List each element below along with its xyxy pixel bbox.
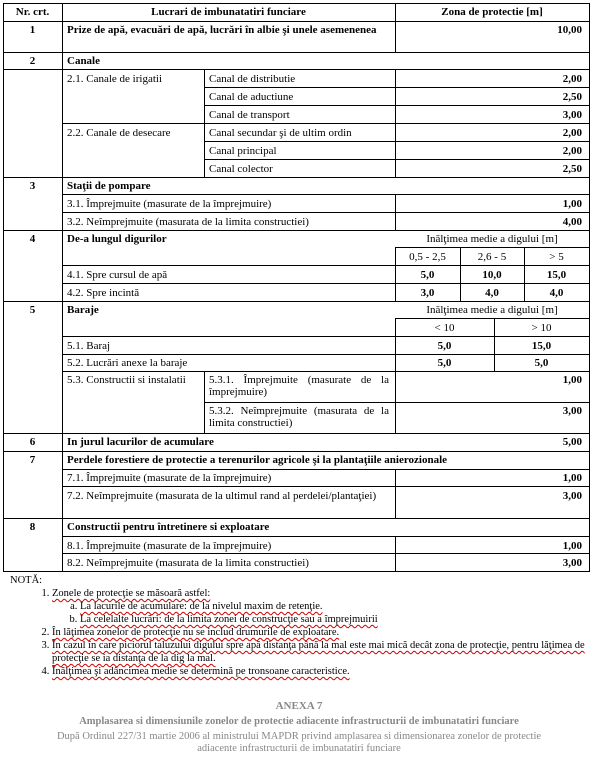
note-4 xyxy=(52,665,590,678)
row-5-title: Baraje xyxy=(67,304,99,316)
note-4-text: Înălţimea şi adâncimea medie se determină pe tronsoane caracteristice. xyxy=(52,666,350,677)
row-8-nr: 8 xyxy=(29,521,36,533)
row-4-1-value-1: 5,0 xyxy=(420,269,435,281)
row-2-1-b-value: 2,50 xyxy=(562,91,582,103)
row-3-2-value: 4,00 xyxy=(562,216,582,228)
note-3-text: În cazul în care piciorul taluzului digului spre apă distanţa până la mal este mai mică decât zona de protecţie, pentru lăţimea de protecţie se ia distanţa de la dig la mal. xyxy=(52,640,585,664)
row-4-2-value-2: 4,0 xyxy=(485,287,499,299)
note-3 xyxy=(52,639,590,665)
row-3-1-value: 1,00 xyxy=(562,198,582,210)
row-4-2-label: 4.2. Spre incintă xyxy=(67,287,140,299)
row-5-3-2-value: 3,00 xyxy=(562,405,582,417)
row-2-1-c-value: 3,00 xyxy=(562,109,582,121)
row-5-height-header: Inălţimea medie a digului [m] xyxy=(426,304,558,316)
row-5-1-value-1: 5,0 xyxy=(437,340,452,352)
row-2-1-a-value: 2,00 xyxy=(562,73,582,85)
row-8-2-value: 3,00 xyxy=(562,557,582,569)
row-2-2-label: 2.2. Canale de desecare xyxy=(67,127,171,139)
row-4-range-1: 0,5 - 2,5 xyxy=(409,251,446,263)
row-5-2-value-2: 5,0 xyxy=(534,357,549,369)
row-3-2-label: 3.2. Neîmprejmuite (masurata de la limita constructiei) xyxy=(67,216,309,228)
row-2-2-b-value: 2,00 xyxy=(562,145,582,157)
row-6-nr: 6 xyxy=(29,436,36,448)
row-2-2-b-label: Canal principal xyxy=(209,145,277,157)
row-2-1-a-label: Canal de distributie xyxy=(209,73,296,85)
note-1b-text: La celelalte lucrări: de la limita zonei de construcţie sau a împrejmuirii xyxy=(80,614,378,625)
row-1-title: Prize de apă, evacuări de apă, lucrări în albie şi unele asemenenea xyxy=(67,24,377,36)
row-5-1-label: 5.1. Baraj xyxy=(67,340,111,352)
row-5-3-1-value: 1,00 xyxy=(562,374,582,386)
row-7-2-value: 3,00 xyxy=(562,490,582,502)
row-5-3-1-label: 5.3.1. Împrejmuite (masurate de la împrejmuire) xyxy=(209,374,389,398)
header-nr: Nr. crt. xyxy=(15,6,50,18)
row-2-2-c-value: 2,50 xyxy=(562,163,582,175)
row-7-2-label: 7.2. Neîmprejmuite (masurata de la ultimul rand al perdelei/plantaţiei) xyxy=(67,490,377,502)
row-4-height-header: Inălţimea medie a digului [m] xyxy=(426,233,558,245)
row-4-2-value-3: 4,0 xyxy=(549,287,564,299)
row-5-1-value-2: 15,0 xyxy=(531,340,552,352)
row-5-range-1: < 10 xyxy=(434,322,455,334)
annex-label: ANEXA 7 xyxy=(275,700,323,712)
notes-section xyxy=(10,574,590,678)
row-7-title: Perdele forestiere de protectie a terenurilor agricole şi la plantaţiile anierozionale xyxy=(67,454,448,466)
note-1-text: Zonele de protecţie se măsoară astfel: xyxy=(52,588,211,599)
row-4-1-value-2: 10,0 xyxy=(482,269,502,281)
row-2-2-a-label: Canal secundar şi de ultim ordin xyxy=(209,127,352,139)
header-lucrari: Lucrari de imbunatatiri funciare xyxy=(151,6,306,18)
row-7-1-value: 1,00 xyxy=(562,472,582,484)
row-3-1-label: 3.1. Împrejmuite (masurate de la împrejmuire) xyxy=(67,198,272,210)
row-2-title: Canale xyxy=(67,55,100,67)
row-5-nr: 5 xyxy=(29,304,36,316)
row-4-range-3: > 5 xyxy=(549,251,564,263)
row-5-3-label: 5.3. Constructii si instalatii xyxy=(67,374,186,386)
row-4-1-label: 4.1. Spre cursul de apă xyxy=(67,269,168,281)
annex-subtitle: După Ordinul 227/31 martie 2006 al ministrului MAPDR privind amplasarea si dimensionarea zonelor de protectie adiacente infrastructurii de imbunatatiri funciare xyxy=(56,731,542,754)
row-3-title: Staţii de pompare xyxy=(67,180,151,192)
notes-title: NOTĂ: xyxy=(10,575,43,586)
row-5-2-value-1: 5,0 xyxy=(437,357,452,369)
row-4-nr: 4 xyxy=(29,233,36,245)
row-5-2-label: 5.2. Lucrări anexe la baraje xyxy=(67,357,188,369)
note-2-text: În lăţimea zonelor de protecţie nu se includ drumurile de exploatare. xyxy=(52,627,340,638)
row-1-nr: 1 xyxy=(29,24,36,36)
row-1-value: 10,00 xyxy=(557,24,582,36)
row-4-range-2: 2,6 - 5 xyxy=(477,251,507,263)
note-1 xyxy=(52,587,590,626)
row-6-title: In jurul lacurilor de acumulare xyxy=(67,436,214,448)
note-1a-text: La lacurile de acumulare: de la nivelul maxim de retenţie. xyxy=(80,601,323,612)
row-8-title: Constructii pentru întretinere si exploatare xyxy=(67,521,270,533)
row-2-1-b-label: Canal de aductiune xyxy=(209,91,294,103)
row-8-1-value: 1,00 xyxy=(562,540,582,552)
annex-title: Amplasarea si dimensiunile zonelor de protectie adiacente infrastructurii de imbunatatiri funciare xyxy=(79,716,519,727)
row-5-3-2-label: 5.3.2. Neîmprejmuite (masurata de la limita constructiei) xyxy=(209,405,389,429)
header-zona: Zona de protectie [m] xyxy=(441,6,543,18)
row-8-1-label: 8.1. Împrejmuite (masurate de la împrejmuire) xyxy=(67,540,272,552)
row-6-value: 5,00 xyxy=(562,436,582,448)
row-7-1-label: 7.1. Împrejmuite (masurate de la împrejmuire) xyxy=(67,472,272,484)
row-4-1-value-3: 15,0 xyxy=(546,269,567,281)
row-4-2-value-1: 3,0 xyxy=(420,287,435,299)
row-2-nr: 2 xyxy=(29,55,36,67)
row-5-range-2: > 10 xyxy=(531,322,552,334)
row-3-nr: 3 xyxy=(29,180,36,192)
row-8-2-label: 8.2. Neîmprejmuite (masurata de la limita constructiei) xyxy=(67,557,309,569)
note-2 xyxy=(52,626,590,639)
row-2-2-c-label: Canal colector xyxy=(209,163,273,175)
row-2-1-c-label: Canal de transport xyxy=(209,109,290,121)
row-7-nr: 7 xyxy=(29,454,36,466)
row-2-2-a-value: 2,00 xyxy=(562,127,582,139)
row-2-1-label: 2.1. Canale de irigatii xyxy=(67,73,162,85)
row-4-title: De-a lungul digurilor xyxy=(67,233,167,245)
